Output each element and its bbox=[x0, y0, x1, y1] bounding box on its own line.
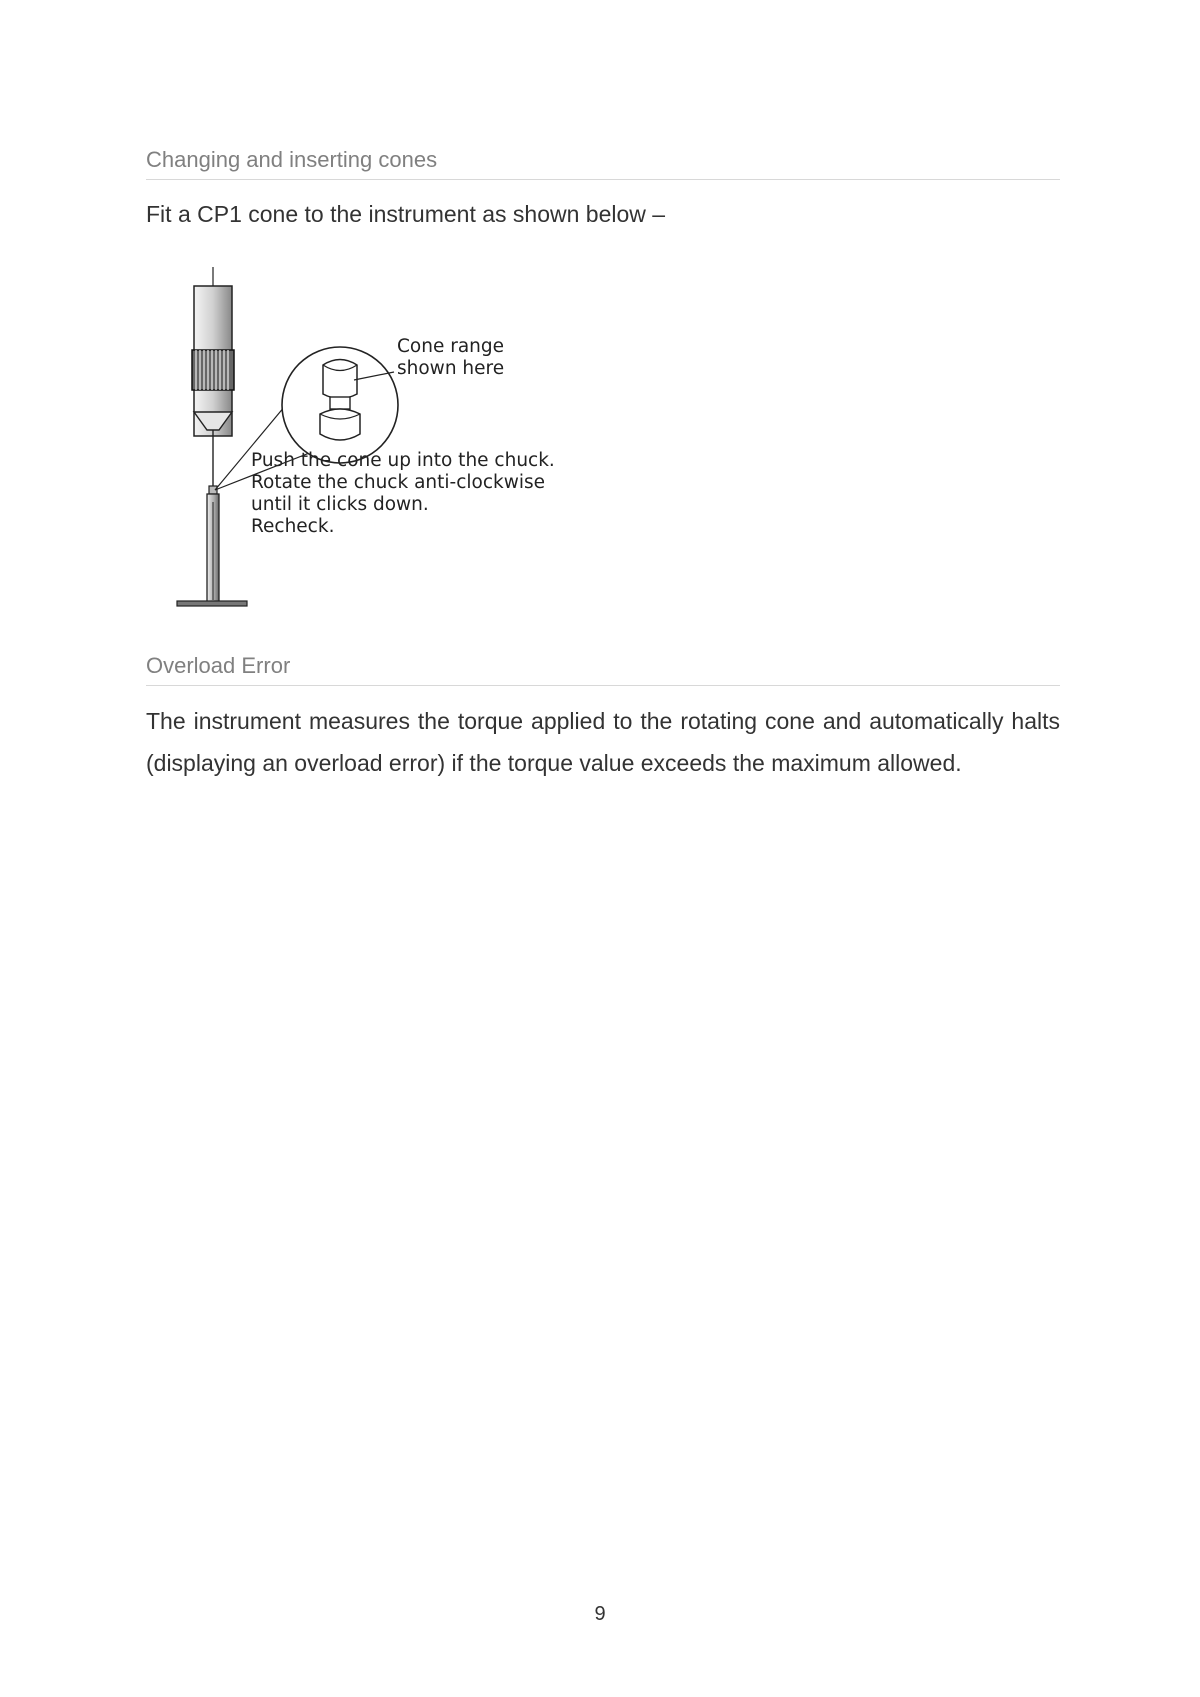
cone-fitting-illustration bbox=[165, 262, 585, 612]
intro-text: Fit a CP1 cone to the instrument as shown below – bbox=[146, 201, 666, 227]
overload-error-paragraph: The instrument measures the torque applied to the rotating cone and automatically halts (displaying an overload error) if the torque value exceeds the maximum allowed. bbox=[146, 708, 1060, 776]
section-heading-changing-cones: Changing and inserting cones bbox=[146, 147, 1060, 180]
callout-text-line1: Cone range bbox=[397, 336, 505, 357]
knurled-chuck bbox=[192, 350, 234, 390]
instruction-line-4: Recheck. bbox=[251, 516, 335, 537]
callout-text-line2: shown here bbox=[397, 358, 505, 379]
instruction-line-3: until it clicks down. bbox=[251, 494, 429, 515]
page-number: 9 bbox=[594, 1603, 606, 1625]
section-heading-overload-error: Overload Error bbox=[146, 653, 1060, 686]
instruction-line-1: Push the cone up into the chuck. bbox=[251, 450, 555, 471]
instruction-line-2: Rotate the chuck anti-clockwise bbox=[251, 472, 546, 493]
base-plate bbox=[177, 601, 247, 606]
